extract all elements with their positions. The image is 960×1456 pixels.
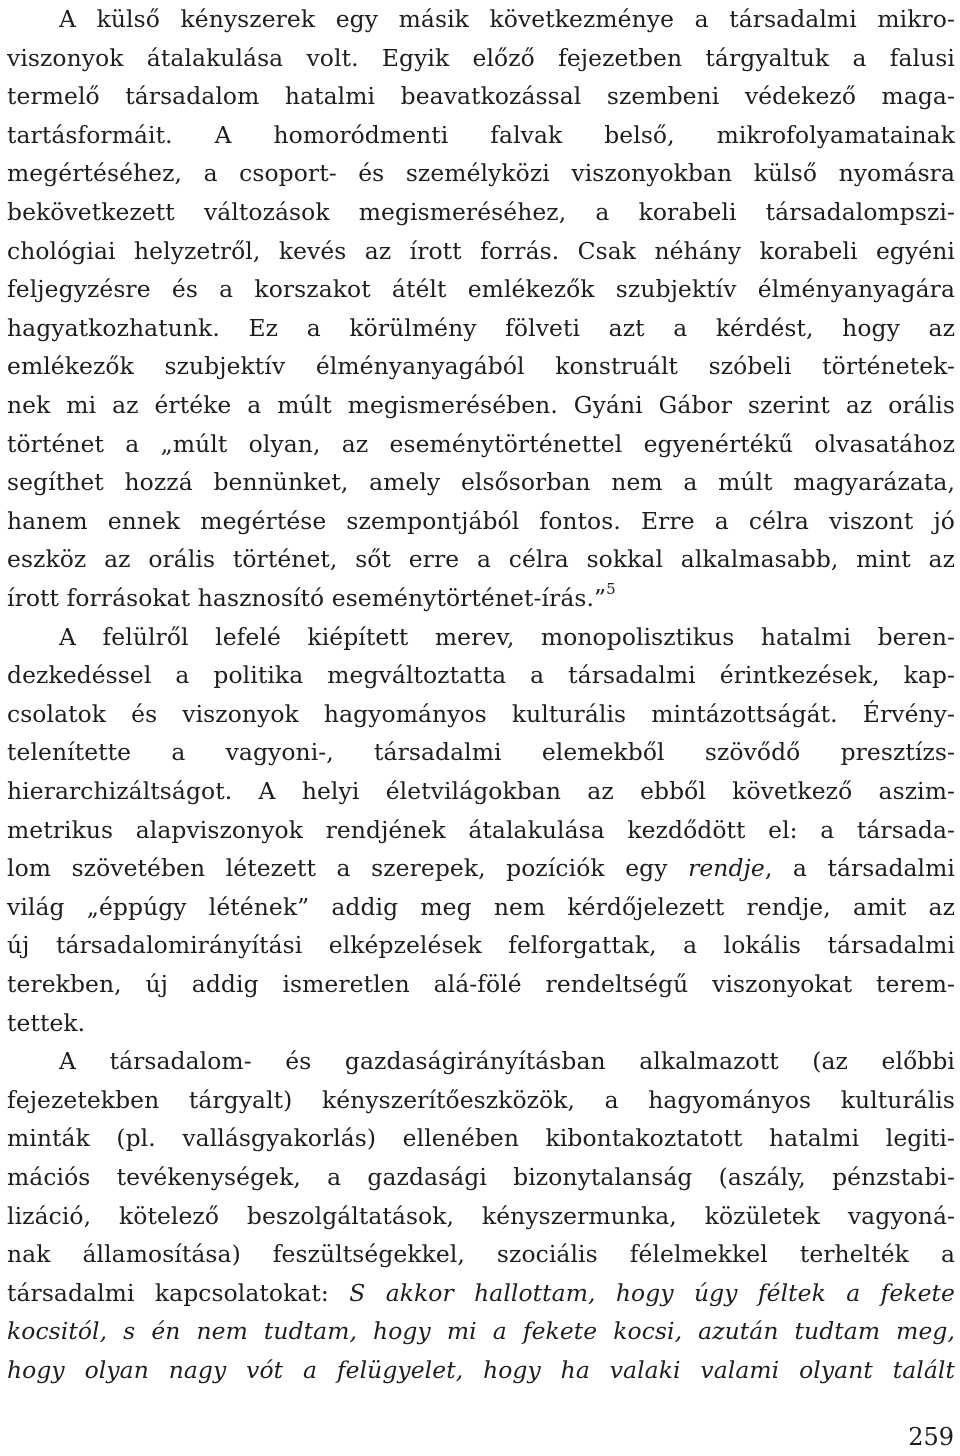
text-line — [7, 1235, 955, 1273]
text-line — [7, 579, 955, 617]
text-segment: bekövetkezett változások megismeréséhez, a korabeli társadalompszi- — [7, 198, 955, 226]
text-segment: mációs tevékenységek, a gazdasági bizonytalanság (aszály, pénzstabi- — [7, 1163, 955, 1191]
text-line — [7, 1158, 955, 1196]
text-line — [7, 463, 955, 501]
text-segment: minták (pl. vallásgyakorlás) ellenében kibontakoztatott hatalmi legiti- — [7, 1124, 955, 1153]
text-line — [7, 270, 955, 308]
text-segment: segíthet hozzá bennünket, amely elsősorban nem a múlt magyarázata, — [7, 468, 955, 497]
text-segment: eszköz az orális történet, sőt erre a célra sokkal alkalmasabb, mint az — [7, 545, 955, 574]
text-line — [7, 772, 955, 810]
italic-text: S akkor hallottam, hogy úgy féltek a fekete — [349, 1278, 955, 1307]
text-line — [7, 0, 955, 38]
text-segment: tettek. — [7, 1008, 86, 1037]
text-segment: új társadalomirányítási elképzelések felforgattak, a lokális társadalmi — [7, 931, 955, 960]
text-segment: társadalmi kapcsolatokat: — [7, 1278, 350, 1307]
text-line — [7, 1351, 955, 1389]
text-segment: lom szövetében létezett a szerepek, pozíciók egy — [7, 854, 689, 883]
text-segment: viszonyok átalakulása volt. Egyik előző fejezetben tárgyaltuk a falusi — [7, 43, 955, 72]
italic-text: rendje — [688, 854, 765, 883]
text-line — [7, 502, 955, 540]
text-segment: dezkedéssel a politika megváltoztatta a társadalmi érintkezések, kap- — [7, 661, 955, 690]
text-line — [7, 926, 955, 964]
text-line — [7, 1312, 955, 1350]
text-segment: A felülről lefelé kiépített merev, monopolisztikus hatalmi beren- — [59, 622, 955, 651]
footnote-marker: 5 — [606, 580, 616, 598]
text-segment: világ „éppúgy létének” addig meg nem kérdőjelezett rendje, amit az — [7, 892, 955, 921]
text-segment: feljegyzésre és a korszakot átélt emlékezők szubjektív élményanyagára — [7, 275, 955, 304]
text-line — [7, 965, 955, 1003]
text-line — [7, 39, 955, 77]
italic-text: hogy olyan nagy vót a felügyelet, hogy ha valaki valami olyant talált — [7, 1356, 955, 1384]
text-line — [7, 77, 955, 115]
text-segment: terekben, új addig ismeretlen alá-fölé rendeltségű viszonyokat terem- — [7, 970, 955, 998]
text-line — [7, 618, 955, 656]
text-line — [7, 849, 955, 887]
text-segment: chológiai helyzetről, kevés az írott forrás. Csak néhány korabeli egyéni — [7, 236, 955, 265]
text-segment: nak államosítása) feszültségekkel, szociális félelmekkel terhelték a — [7, 1240, 955, 1269]
text-segment: , a társadalmi — [764, 854, 956, 883]
text-line — [7, 1004, 955, 1042]
text-line — [7, 1274, 955, 1312]
italic-text: kocsitól, s én nem tudtam, hogy mi a fekete kocsi, azután tudtam meg, — [7, 1317, 955, 1346]
text-line — [7, 232, 955, 270]
text-segment: megértéséhez, a csoport- és személyközi viszonyokban külső nyomásra — [7, 159, 955, 188]
text-line — [7, 193, 955, 231]
text-line — [7, 425, 955, 463]
text-segment: emlékezők szubjektív élményanyagából konstruált szóbeli történetek- — [7, 352, 955, 381]
text-segment: nek mi az értéke a múlt megismerésében. Gyáni Gábor szerint az orális — [7, 391, 955, 419]
text-line — [7, 154, 955, 192]
text-line — [7, 695, 955, 733]
text-segment: írott forrásokat hasznosító eseménytörténet-írás.” — [7, 584, 607, 612]
text-line — [7, 347, 955, 385]
text-line — [7, 1042, 955, 1080]
text-segment: A külső kényszerek egy másik következménye a társadalmi mikro- — [59, 5, 955, 33]
text-line — [7, 116, 955, 154]
text-segment: hanem ennek megértése szempontjából fontos. Erre a célra viszont jó — [7, 506, 955, 535]
text-line — [7, 386, 955, 424]
text-line — [7, 540, 955, 578]
text-line — [7, 888, 955, 926]
text-line — [7, 733, 955, 771]
text-segment: fejezetekben tárgyalt) kényszerítőeszközök, a hagyományos kulturális — [7, 1085, 955, 1114]
text-line — [7, 811, 955, 849]
text-segment: telenítette a vagyoni-, társadalmi elemekből szövődő presztízs- — [7, 738, 955, 767]
text-segment: termelő társadalom hatalmi beavatkozással szembeni védekező maga- — [7, 82, 955, 111]
text-segment: hagyatkozhatunk. Ez a körülmény fölveti azt a kérdést, hogy az — [7, 313, 955, 342]
text-line — [7, 1197, 955, 1235]
text-segment: hierarchizáltságot. A helyi életvilágokban az ebből következő aszim- — [7, 777, 955, 805]
text-segment: A társadalom- és gazdaságirányításban alkalmazott (az előbbi — [59, 1047, 955, 1076]
text-line — [7, 309, 955, 347]
text-segment: tartásformáit. A homoródmenti falvak belső, mikrofolyamatainak — [7, 120, 955, 149]
text-line — [7, 1081, 955, 1119]
page-number: 259 — [908, 1423, 954, 1451]
text-line — [7, 1119, 955, 1157]
text-segment: csolatok és viszonyok hagyományos kulturális mintázottságát. Érvény- — [7, 699, 955, 728]
text-segment: történet a „múlt olyan, az eseménytörténettel egyenértékű olvasatához — [7, 429, 955, 458]
text-segment: metrikus alapviszonyok rendjének átalakulása kezdődött el: a társada- — [7, 815, 955, 844]
text-line — [7, 656, 955, 694]
text-segment: lizáció, kötelező beszolgáltatások, kényszermunka, közületek vagyoná- — [7, 1201, 955, 1230]
